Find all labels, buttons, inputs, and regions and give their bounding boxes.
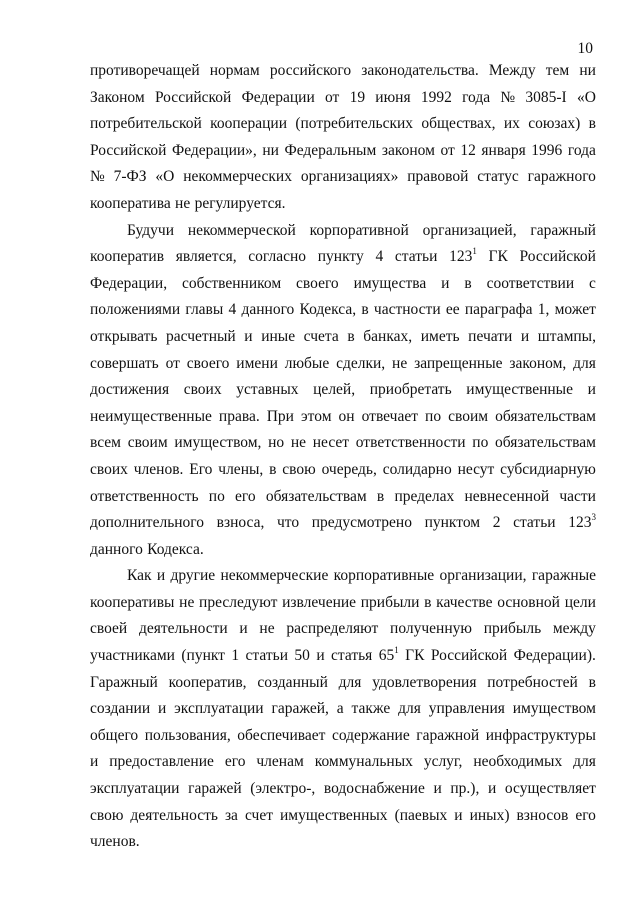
word: (электро-, bbox=[250, 780, 316, 798]
word: статьи bbox=[245, 647, 288, 665]
word: организацией, bbox=[422, 221, 517, 239]
word: удовлетворения bbox=[372, 673, 477, 691]
word: $65^1$ bbox=[378, 645, 399, 665]
word: ни bbox=[262, 141, 279, 159]
word: от bbox=[325, 88, 340, 106]
word: организациях» bbox=[300, 168, 399, 186]
word: отвечает bbox=[361, 407, 418, 425]
word: кооператив, bbox=[168, 673, 247, 691]
word: между bbox=[552, 620, 596, 638]
word: предусмотрено bbox=[311, 514, 412, 532]
word: и bbox=[433, 780, 442, 798]
word: и bbox=[244, 327, 253, 345]
word: для bbox=[573, 354, 596, 372]
text-line bbox=[90, 696, 596, 723]
text-line bbox=[90, 164, 596, 191]
word: что bbox=[276, 514, 300, 532]
word: в bbox=[588, 115, 596, 133]
word: 50 bbox=[294, 647, 310, 665]
word: управления bbox=[428, 700, 505, 718]
word: иных) bbox=[469, 806, 510, 824]
word: регулируется. bbox=[194, 194, 286, 212]
word: кооператива bbox=[90, 194, 171, 212]
text-line bbox=[90, 484, 596, 511]
word: пользования, bbox=[144, 726, 231, 744]
word: гаражей, bbox=[271, 700, 329, 718]
word: водоснабжение bbox=[323, 780, 425, 798]
word: При bbox=[266, 407, 294, 425]
word: части bbox=[559, 487, 596, 505]
word: 4 bbox=[228, 301, 237, 319]
word: Российской bbox=[154, 88, 232, 106]
word: прибыль bbox=[483, 620, 542, 638]
word: некоммерческие bbox=[220, 567, 329, 585]
word: печати bbox=[468, 327, 513, 345]
word: некоммерческой bbox=[187, 221, 296, 239]
word: уставных bbox=[236, 381, 299, 399]
word: общего bbox=[90, 726, 139, 744]
word: открывать bbox=[90, 327, 158, 345]
word: преследуют bbox=[199, 593, 278, 611]
text-line bbox=[90, 643, 596, 670]
text-line bbox=[90, 803, 596, 830]
word: коммунальных bbox=[314, 753, 413, 771]
word: неимущественные bbox=[90, 407, 212, 425]
word: пр.), bbox=[450, 780, 480, 798]
text-line bbox=[90, 377, 596, 404]
word: № bbox=[90, 168, 105, 186]
word: солидарно bbox=[382, 460, 452, 478]
word: имущества bbox=[353, 274, 427, 292]
word: пределах bbox=[394, 487, 455, 505]
word: пункту bbox=[317, 248, 364, 266]
word: в bbox=[588, 673, 596, 691]
page-number: 10 bbox=[577, 40, 593, 57]
document-body bbox=[90, 58, 596, 856]
word: и bbox=[441, 274, 450, 292]
word: штампы, bbox=[537, 327, 596, 345]
word: своего bbox=[186, 354, 230, 372]
word: гаражей bbox=[188, 780, 242, 798]
paragraph bbox=[90, 563, 596, 856]
word: ни bbox=[579, 62, 596, 79]
word: участниками bbox=[90, 647, 175, 665]
word: года bbox=[462, 88, 491, 106]
word: также bbox=[351, 700, 391, 718]
word: может bbox=[554, 301, 596, 319]
word: содержание bbox=[331, 726, 410, 744]
word: собственником bbox=[181, 274, 282, 292]
text-line bbox=[90, 510, 596, 537]
word: запрещенные bbox=[414, 354, 503, 372]
word: приобретать bbox=[369, 381, 452, 399]
word: и bbox=[156, 567, 166, 585]
word: ее bbox=[445, 301, 460, 319]
word: извлечение bbox=[282, 593, 357, 611]
word: 4 bbox=[375, 248, 384, 266]
word: корпоративной bbox=[309, 221, 409, 239]
word: любые bbox=[284, 354, 330, 372]
word: 7-ФЗ bbox=[113, 168, 147, 186]
word: обязательствам bbox=[495, 407, 596, 425]
word: Будучи bbox=[127, 221, 175, 239]
word: 2 bbox=[492, 514, 501, 532]
word: Федеральным bbox=[284, 141, 377, 159]
word: их bbox=[503, 115, 520, 133]
word: Российской bbox=[519, 248, 596, 266]
word: некоммерческих bbox=[183, 168, 292, 186]
word: (пункт bbox=[181, 647, 225, 665]
text-line bbox=[90, 297, 596, 324]
word: Законом bbox=[90, 88, 145, 106]
word: Гаражный bbox=[90, 673, 158, 691]
word: обществах, bbox=[421, 115, 496, 133]
word: от bbox=[165, 354, 180, 372]
word: деятельности bbox=[138, 620, 228, 638]
word: 1996 bbox=[531, 141, 563, 159]
word: совершать bbox=[90, 354, 159, 372]
text-line bbox=[90, 191, 596, 218]
word: создании bbox=[90, 700, 151, 718]
word: противоречащей bbox=[90, 62, 200, 79]
word: и bbox=[239, 620, 248, 638]
text-line bbox=[90, 218, 596, 245]
word: и bbox=[487, 780, 497, 798]
text-line bbox=[90, 324, 596, 351]
word: предоставление bbox=[109, 753, 214, 771]
text-line bbox=[90, 776, 596, 803]
word: июня bbox=[375, 88, 411, 106]
word: с bbox=[589, 274, 596, 292]
word: члены, bbox=[218, 460, 264, 478]
text-line bbox=[90, 749, 596, 776]
word: 12 bbox=[460, 141, 476, 159]
word: российского bbox=[269, 62, 352, 79]
word: обеспечивает bbox=[237, 726, 326, 744]
word: и bbox=[454, 806, 463, 824]
word: имуществом, bbox=[174, 434, 262, 452]
word: Российской bbox=[430, 647, 508, 665]
word: свою bbox=[90, 806, 124, 824]
word: 1, bbox=[537, 301, 550, 319]
word: распределяют bbox=[286, 620, 379, 638]
word: № bbox=[500, 88, 516, 106]
word: ответственности bbox=[355, 434, 466, 452]
word: несут bbox=[457, 460, 495, 478]
text-line bbox=[90, 85, 596, 112]
word: по bbox=[472, 434, 489, 452]
word: в bbox=[347, 327, 355, 345]
word: данного bbox=[241, 301, 295, 319]
word: членов. bbox=[90, 833, 140, 851]
word: своим bbox=[127, 434, 168, 452]
text-line bbox=[90, 723, 596, 750]
word: своих bbox=[183, 381, 222, 399]
word: согласно bbox=[248, 248, 307, 266]
text-line bbox=[90, 829, 596, 856]
word: кооператив bbox=[90, 248, 165, 266]
word: гаражной bbox=[416, 726, 480, 744]
word: законом bbox=[381, 141, 435, 159]
word: цели bbox=[564, 593, 596, 611]
word: инфраструктуры bbox=[485, 726, 596, 744]
word: не bbox=[259, 620, 275, 638]
text-line bbox=[90, 430, 596, 457]
word: за bbox=[224, 806, 238, 824]
word: несет bbox=[312, 434, 350, 452]
word: своего bbox=[296, 274, 339, 292]
word: членов. bbox=[133, 460, 184, 478]
word: и bbox=[520, 327, 530, 345]
word: организации, bbox=[439, 567, 527, 585]
word: Федерации, bbox=[90, 274, 168, 292]
word: года bbox=[567, 141, 596, 159]
word: в bbox=[376, 487, 385, 505]
word: главы bbox=[185, 301, 224, 319]
word: Федерации bbox=[241, 88, 315, 106]
word: его bbox=[224, 753, 246, 771]
word: частности bbox=[373, 301, 441, 319]
word: его bbox=[235, 487, 256, 505]
word: статьи bbox=[394, 248, 438, 266]
word: корпоративные bbox=[333, 567, 435, 585]
word: иметь bbox=[420, 327, 460, 345]
word: качестве bbox=[436, 593, 493, 611]
word: для bbox=[338, 673, 362, 691]
word: статус bbox=[477, 168, 519, 186]
word: его bbox=[575, 806, 596, 824]
word: статья bbox=[331, 647, 373, 665]
word: потребительской bbox=[90, 115, 202, 133]
word: по bbox=[208, 487, 225, 505]
word: и bbox=[587, 381, 596, 399]
word: «О bbox=[576, 88, 596, 106]
word: союзах) bbox=[528, 115, 581, 133]
word: ответственность bbox=[90, 487, 199, 505]
word: Федерации», bbox=[171, 141, 257, 159]
text-line bbox=[90, 563, 596, 590]
word: и bbox=[157, 700, 167, 718]
word: взноса, bbox=[216, 514, 265, 532]
word: 19 bbox=[349, 88, 366, 106]
word: кооперативы bbox=[90, 593, 175, 611]
word: субсидиарную bbox=[500, 460, 596, 478]
text-line bbox=[90, 616, 596, 643]
word: является, bbox=[175, 248, 237, 266]
word: от bbox=[440, 141, 455, 159]
text-line bbox=[90, 138, 596, 165]
word: законодательства. bbox=[361, 62, 479, 79]
word: января bbox=[481, 141, 526, 159]
text-line bbox=[90, 457, 596, 484]
word: ГК bbox=[405, 647, 425, 665]
word: Как bbox=[127, 567, 152, 585]
word: членам bbox=[256, 753, 304, 771]
word: параграфа bbox=[464, 301, 533, 319]
word: Российской bbox=[90, 141, 167, 159]
word: Его bbox=[189, 460, 213, 478]
text-line bbox=[90, 244, 596, 271]
word: для bbox=[398, 700, 421, 718]
text-line bbox=[90, 537, 596, 564]
word: статьи bbox=[513, 514, 556, 532]
word: правовой bbox=[407, 168, 469, 186]
word: имуществом bbox=[512, 700, 596, 718]
word: $123^1$ bbox=[449, 246, 477, 266]
word: и bbox=[316, 647, 325, 665]
word: полученную bbox=[390, 620, 472, 638]
word: потребностей bbox=[487, 673, 578, 691]
word: Федерации). bbox=[513, 647, 596, 665]
word: своей bbox=[90, 620, 128, 638]
word: положениями bbox=[90, 301, 181, 319]
word: прибыли bbox=[360, 593, 420, 611]
word: 3085-I bbox=[525, 88, 567, 106]
word: иные bbox=[261, 327, 296, 345]
word: своим bbox=[448, 407, 489, 425]
word: основной bbox=[497, 593, 560, 611]
word: 1 bbox=[231, 647, 240, 665]
word: Кодекса. bbox=[147, 540, 204, 558]
word: а bbox=[336, 700, 344, 718]
word: банках, bbox=[363, 327, 413, 345]
word: счет bbox=[244, 806, 273, 824]
text-line bbox=[90, 590, 596, 617]
word: очередь, bbox=[321, 460, 377, 478]
word: (паевых bbox=[394, 806, 448, 824]
word: в bbox=[424, 593, 432, 611]
word: дополнительного bbox=[90, 514, 205, 532]
word: он bbox=[338, 407, 355, 425]
text-line bbox=[90, 271, 596, 298]
word: в bbox=[269, 460, 277, 478]
word: но bbox=[268, 434, 285, 452]
word: свою bbox=[282, 460, 316, 478]
word: нормам bbox=[209, 62, 260, 79]
word: своих bbox=[90, 460, 128, 478]
word: целей, bbox=[313, 381, 356, 399]
word: ГК bbox=[488, 248, 508, 266]
word: законом, bbox=[509, 354, 567, 372]
word: имени bbox=[236, 354, 278, 372]
word: не bbox=[179, 593, 195, 611]
word: эксплуатации bbox=[174, 700, 264, 718]
word: другие bbox=[170, 567, 216, 585]
word: имущественных bbox=[279, 806, 388, 824]
word: услуг, bbox=[423, 753, 463, 771]
word: данного bbox=[90, 540, 143, 558]
word: не bbox=[392, 354, 408, 372]
word: всем bbox=[90, 434, 121, 452]
word: гаражные bbox=[531, 567, 596, 585]
word: гаражного bbox=[527, 168, 596, 186]
word: обязательствам bbox=[495, 434, 596, 452]
word: и bbox=[90, 753, 99, 771]
word: деятельность bbox=[130, 806, 218, 824]
word: гаражный bbox=[530, 221, 596, 239]
word: не bbox=[175, 194, 191, 212]
word: этом bbox=[301, 407, 332, 425]
word: эксплуатации bbox=[90, 780, 180, 798]
word: осуществляет bbox=[504, 780, 596, 798]
word: не bbox=[290, 434, 307, 452]
word: в bbox=[464, 274, 472, 292]
text-line bbox=[90, 404, 596, 431]
word: имущественные bbox=[466, 381, 573, 399]
word: по bbox=[425, 407, 442, 425]
word: Кодекса, bbox=[299, 301, 357, 319]
word: достижения bbox=[90, 381, 170, 399]
word: кооперации bbox=[210, 115, 288, 133]
word: 1992 bbox=[420, 88, 452, 106]
word: права. bbox=[218, 407, 260, 425]
word: сделки, bbox=[336, 354, 386, 372]
paragraph bbox=[90, 218, 596, 564]
word: расчетный bbox=[166, 327, 236, 345]
paragraph bbox=[90, 58, 596, 218]
word: невнесенной bbox=[464, 487, 550, 505]
word: (потребительских bbox=[295, 115, 414, 133]
word: «О bbox=[155, 168, 175, 186]
word: тем bbox=[545, 62, 570, 79]
word: $123^3$ bbox=[568, 512, 596, 532]
text-line bbox=[90, 111, 596, 138]
word: для bbox=[573, 753, 596, 771]
word: взносов bbox=[516, 806, 569, 824]
word: созданный bbox=[257, 673, 328, 691]
word: Между bbox=[488, 62, 536, 79]
word: пунктом bbox=[424, 514, 481, 532]
word: счета bbox=[303, 327, 339, 345]
word: необходимых bbox=[473, 753, 563, 771]
word: обязательствам bbox=[265, 487, 367, 505]
word: в bbox=[361, 301, 369, 319]
text-line bbox=[90, 351, 596, 378]
text-line bbox=[90, 58, 596, 85]
word: соответствии bbox=[486, 274, 575, 292]
text-line bbox=[90, 670, 596, 697]
